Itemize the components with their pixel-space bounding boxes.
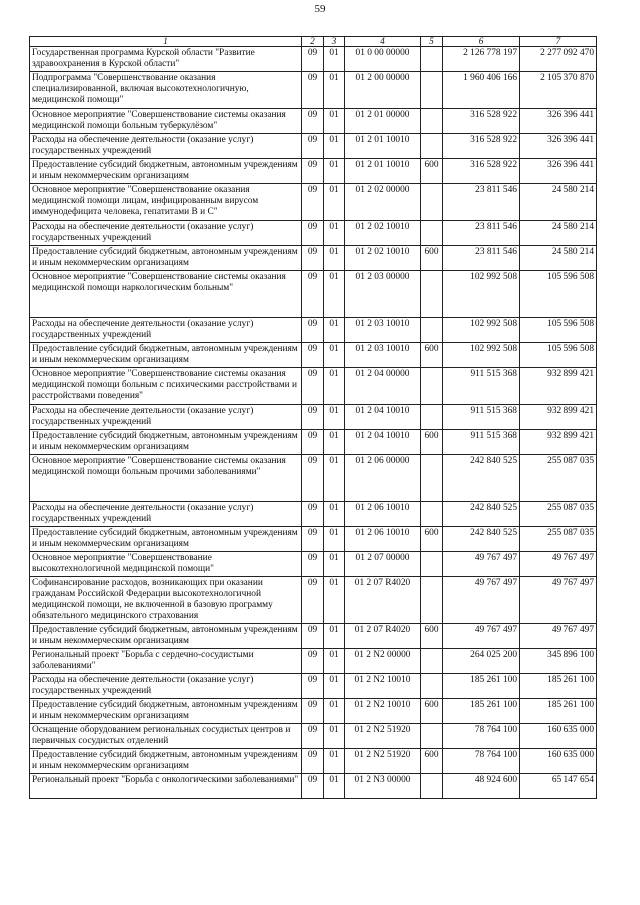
row-section-cell: 09	[302, 246, 324, 271]
row-subsection-cell: 01	[324, 774, 345, 799]
row-amount-year2-cell: 326 396 441	[520, 134, 597, 159]
row-target-code-cell: 01 2 N2 51920	[345, 749, 421, 774]
row-expense-type-cell: 600	[421, 159, 443, 184]
table-row	[30, 502, 597, 527]
row-section-cell: 09	[302, 527, 324, 552]
row-name-cell: Предоставление субсидий бюджетным, автономным учреждениям и иным некоммерческим организациям	[30, 343, 302, 368]
row-target-code-cell: 01 2 04 10010	[345, 405, 421, 430]
row-expense-type-cell	[421, 72, 443, 109]
row-section-cell: 09	[302, 649, 324, 674]
row-amount-year1-cell: 316 528 922	[443, 159, 520, 184]
table-row	[30, 649, 597, 674]
row-section-cell: 09	[302, 552, 324, 577]
row-section-cell: 09	[302, 405, 324, 430]
row-amount-year2-cell: 105 596 508	[520, 343, 597, 368]
row-amount-year2-cell: 326 396 441	[520, 109, 597, 134]
row-name-cell: Расходы на обеспечение деятельности (оказание услуг) государственных учреждений	[30, 674, 302, 699]
table-row	[30, 184, 597, 221]
row-expense-type-cell	[421, 221, 443, 246]
row-target-code-cell: 01 2 03 10010	[345, 343, 421, 368]
row-section-cell: 09	[302, 724, 324, 749]
row-amount-year1-cell: 911 515 368	[443, 405, 520, 430]
row-amount-year1-cell: 102 992 508	[443, 271, 520, 318]
row-target-code-cell: 01 2 N3 00000	[345, 774, 421, 799]
row-subsection-cell: 01	[324, 552, 345, 577]
row-amount-year1-cell: 2 126 778 197	[443, 47, 520, 72]
row-expense-type-cell: 600	[421, 430, 443, 455]
row-section-cell: 09	[302, 184, 324, 221]
table-body	[30, 47, 597, 799]
header-cell: 6	[443, 37, 520, 47]
budget-table	[29, 36, 597, 799]
row-target-code-cell: 01 2 N2 10010	[345, 699, 421, 724]
row-name-cell: Предоставление субсидий бюджетным, автономным учреждениям и иным некоммерческим организациям	[30, 749, 302, 774]
row-amount-year2-cell: 185 261 100	[520, 674, 597, 699]
row-amount-year2-cell: 932 899 421	[520, 368, 597, 405]
row-amount-year1-cell: 316 528 922	[443, 134, 520, 159]
row-amount-year1-cell: 242 840 525	[443, 455, 520, 502]
row-amount-year2-cell: 345 896 100	[520, 649, 597, 674]
row-target-code-cell: 01 2 01 00000	[345, 109, 421, 134]
row-section-cell: 09	[302, 159, 324, 184]
row-expense-type-cell	[421, 318, 443, 343]
row-expense-type-cell	[421, 724, 443, 749]
row-subsection-cell: 01	[324, 405, 345, 430]
row-section-cell: 09	[302, 318, 324, 343]
table-row	[30, 624, 597, 649]
row-amount-year2-cell: 255 087 035	[520, 502, 597, 527]
row-section-cell: 09	[302, 368, 324, 405]
row-amount-year2-cell: 932 899 421	[520, 405, 597, 430]
row-section-cell: 09	[302, 72, 324, 109]
row-subsection-cell: 01	[324, 430, 345, 455]
row-subsection-cell: 01	[324, 47, 345, 72]
row-amount-year1-cell: 102 992 508	[443, 343, 520, 368]
row-target-code-cell: 01 2 03 10010	[345, 318, 421, 343]
row-name-cell: Расходы на обеспечение деятельности (оказание услуг) государственных учреждений	[30, 318, 302, 343]
row-name-cell: Предоставление субсидий бюджетным, автономным учреждениям и иным некоммерческим организациям	[30, 699, 302, 724]
row-name-cell: Предоставление субсидий бюджетным, автономным учреждениям и иным некоммерческим организациям	[30, 527, 302, 552]
row-section-cell: 09	[302, 271, 324, 318]
table-row	[30, 527, 597, 552]
row-target-code-cell: 01 0 00 00000	[345, 47, 421, 72]
row-subsection-cell: 01	[324, 109, 345, 134]
row-target-code-cell: 01 2 06 10010	[345, 502, 421, 527]
row-amount-year2-cell: 185 261 100	[520, 699, 597, 724]
row-amount-year1-cell: 49 767 497	[443, 577, 520, 624]
row-amount-year1-cell: 911 515 368	[443, 368, 520, 405]
row-name-cell: Основное мероприятие "Совершенствование системы оказания медицинской помощи наркологическим больным"	[30, 271, 302, 318]
row-subsection-cell: 01	[324, 455, 345, 502]
row-amount-year1-cell: 23 811 546	[443, 246, 520, 271]
row-expense-type-cell	[421, 455, 443, 502]
row-expense-type-cell	[421, 649, 443, 674]
row-target-code-cell: 01 2 02 00000	[345, 184, 421, 221]
row-amount-year1-cell: 911 515 368	[443, 430, 520, 455]
row-subsection-cell: 01	[324, 674, 345, 699]
row-subsection-cell: 01	[324, 624, 345, 649]
row-expense-type-cell	[421, 502, 443, 527]
table-row	[30, 749, 597, 774]
row-expense-type-cell	[421, 577, 443, 624]
row-subsection-cell: 01	[324, 343, 345, 368]
row-name-cell: Основное мероприятие "Совершенствование системы оказания медицинской помощи больным с психическими расстройствами и расстройствами поведения"	[30, 368, 302, 405]
row-target-code-cell: 01 2 03 00000	[345, 271, 421, 318]
row-expense-type-cell: 600	[421, 527, 443, 552]
row-expense-type-cell	[421, 184, 443, 221]
row-amount-year1-cell: 23 811 546	[443, 221, 520, 246]
row-amount-year1-cell: 316 528 922	[443, 109, 520, 134]
row-expense-type-cell	[421, 109, 443, 134]
row-name-cell: Расходы на обеспечение деятельности (оказание услуг) государственных учреждений	[30, 134, 302, 159]
row-name-cell: Основное мероприятие "Совершенствование системы оказания медицинской помощи больным прочими заболеваниями"	[30, 455, 302, 502]
row-amount-year2-cell: 2 105 370 870	[520, 72, 597, 109]
row-amount-year2-cell: 2 277 092 470	[520, 47, 597, 72]
row-amount-year2-cell: 65 147 654	[520, 774, 597, 799]
row-name-cell: Расходы на обеспечение деятельности (оказание услуг) государственных учреждений	[30, 221, 302, 246]
row-name-cell: Основное мероприятие "Совершенствование системы оказания медицинской помощи больным туберкулёзом"	[30, 109, 302, 134]
row-amount-year1-cell: 1 960 406 166	[443, 72, 520, 109]
row-subsection-cell: 01	[324, 221, 345, 246]
row-target-code-cell: 01 2 N2 51920	[345, 724, 421, 749]
row-target-code-cell: 01 2 00 00000	[345, 72, 421, 109]
table-row	[30, 47, 597, 72]
header-cell: 4	[345, 37, 421, 47]
row-amount-year1-cell: 264 025 200	[443, 649, 520, 674]
table-row	[30, 699, 597, 724]
row-amount-year1-cell: 185 261 100	[443, 699, 520, 724]
row-section-cell: 09	[302, 221, 324, 246]
row-subsection-cell: 01	[324, 318, 345, 343]
row-name-cell: Региональный проект "Борьба с сердечно-сосудистыми заболеваниями"	[30, 649, 302, 674]
row-target-code-cell: 01 2 07 R4020	[345, 624, 421, 649]
row-expense-type-cell	[421, 271, 443, 318]
row-subsection-cell: 01	[324, 368, 345, 405]
row-expense-type-cell: 600	[421, 624, 443, 649]
table-row	[30, 430, 597, 455]
row-section-cell: 09	[302, 47, 324, 72]
row-amount-year1-cell: 78 764 100	[443, 724, 520, 749]
row-amount-year1-cell: 242 840 525	[443, 527, 520, 552]
row-subsection-cell: 01	[324, 72, 345, 109]
table-row	[30, 221, 597, 246]
row-target-code-cell: 01 2 N2 00000	[345, 649, 421, 674]
table-row	[30, 246, 597, 271]
row-amount-year2-cell: 326 396 441	[520, 159, 597, 184]
row-amount-year1-cell: 102 992 508	[443, 318, 520, 343]
row-target-code-cell: 01 2 02 10010	[345, 221, 421, 246]
row-section-cell: 09	[302, 699, 324, 724]
row-expense-type-cell	[421, 405, 443, 430]
header-cell: 1	[30, 37, 302, 47]
row-expense-type-cell: 600	[421, 699, 443, 724]
row-subsection-cell: 01	[324, 699, 345, 724]
row-amount-year2-cell: 255 087 035	[520, 527, 597, 552]
row-amount-year2-cell: 932 899 421	[520, 430, 597, 455]
row-name-cell: Предоставление субсидий бюджетным, автономным учреждениям и иным некоммерческим организациям	[30, 159, 302, 184]
row-section-cell: 09	[302, 674, 324, 699]
table-row	[30, 552, 597, 577]
row-subsection-cell: 01	[324, 527, 345, 552]
row-section-cell: 09	[302, 624, 324, 649]
row-amount-year1-cell: 23 811 546	[443, 184, 520, 221]
row-section-cell: 09	[302, 774, 324, 799]
row-expense-type-cell: 600	[421, 246, 443, 271]
row-section-cell: 09	[302, 577, 324, 624]
row-name-cell: Предоставление субсидий бюджетным, автономным учреждениям и иным некоммерческим организациям	[30, 246, 302, 271]
row-name-cell: Предоставление субсидий бюджетным, автономным учреждениям и иным некоммерческим организациям	[30, 624, 302, 649]
table-row	[30, 109, 597, 134]
table-row	[30, 405, 597, 430]
table-row	[30, 674, 597, 699]
row-amount-year2-cell: 49 767 497	[520, 577, 597, 624]
row-subsection-cell: 01	[324, 246, 345, 271]
row-subsection-cell: 01	[324, 649, 345, 674]
row-section-cell: 09	[302, 134, 324, 159]
row-section-cell: 09	[302, 430, 324, 455]
row-target-code-cell: 01 2 01 10010	[345, 134, 421, 159]
header-row	[30, 37, 597, 47]
row-name-cell: Софинансирование расходов, возникающих при оказании гражданам Российской Федерации высокотехнологичной медицинской помощи, не включенной в базовую программу обязательного медицинского страхования	[30, 577, 302, 624]
row-name-cell: Основное мероприятие "Совершенствование оказания медицинской помощи лицам, инфицированным вирусом иммунодефицита человека, гепатитами В и С"	[30, 184, 302, 221]
table-row	[30, 271, 597, 318]
page-number: 59	[314, 3, 326, 15]
row-section-cell: 09	[302, 749, 324, 774]
row-amount-year2-cell: 24 580 214	[520, 221, 597, 246]
table-row	[30, 134, 597, 159]
row-name-cell: Подпрограмма "Совершенствование оказания специализированной, включая высокотехнологичную, медицинской помощи"	[30, 72, 302, 109]
row-section-cell: 09	[302, 109, 324, 134]
row-target-code-cell: 01 2 02 10010	[345, 246, 421, 271]
row-subsection-cell: 01	[324, 749, 345, 774]
row-subsection-cell: 01	[324, 577, 345, 624]
row-amount-year2-cell: 24 580 214	[520, 246, 597, 271]
table-row	[30, 577, 597, 624]
table-row	[30, 318, 597, 343]
table-row	[30, 455, 597, 502]
row-target-code-cell: 01 2 01 10010	[345, 159, 421, 184]
row-target-code-cell: 01 2 06 10010	[345, 527, 421, 552]
row-target-code-cell: 01 2 07 R4020	[345, 577, 421, 624]
row-subsection-cell: 01	[324, 134, 345, 159]
row-amount-year1-cell: 78 764 100	[443, 749, 520, 774]
row-name-cell: Региональный проект "Борьба с онкологическими заболеваниями"	[30, 774, 302, 799]
row-target-code-cell: 01 2 N2 10010	[345, 674, 421, 699]
row-expense-type-cell	[421, 134, 443, 159]
row-name-cell: Расходы на обеспечение деятельности (оказание услуг) государственных учреждений	[30, 502, 302, 527]
row-expense-type-cell	[421, 368, 443, 405]
row-target-code-cell: 01 2 04 10010	[345, 430, 421, 455]
row-amount-year1-cell: 242 840 525	[443, 502, 520, 527]
row-amount-year1-cell: 49 767 497	[443, 552, 520, 577]
row-expense-type-cell	[421, 674, 443, 699]
row-name-cell: Оснащение оборудованием региональных сосудистых центров и первичных сосудистых отделений	[30, 724, 302, 749]
row-target-code-cell: 01 2 06 00000	[345, 455, 421, 502]
row-section-cell: 09	[302, 343, 324, 368]
row-section-cell: 09	[302, 455, 324, 502]
row-expense-type-cell: 600	[421, 343, 443, 368]
row-amount-year2-cell: 105 596 508	[520, 271, 597, 318]
row-name-cell: Предоставление субсидий бюджетным, автономным учреждениям и иным некоммерческим организациям	[30, 430, 302, 455]
header-cell: 2	[302, 37, 324, 47]
row-amount-year2-cell: 24 580 214	[520, 184, 597, 221]
row-subsection-cell: 01	[324, 159, 345, 184]
row-amount-year1-cell: 49 767 497	[443, 624, 520, 649]
row-expense-type-cell	[421, 47, 443, 72]
row-name-cell: Государственная программа Курской области "Развитие здравоохранения в Курской области"	[30, 47, 302, 72]
row-name-cell: Основное мероприятие "Совершенствование высокотехнологичной медицинской помощи"	[30, 552, 302, 577]
row-target-code-cell: 01 2 04 00000	[345, 368, 421, 405]
row-subsection-cell: 01	[324, 724, 345, 749]
row-amount-year2-cell: 160 635 000	[520, 724, 597, 749]
row-expense-type-cell	[421, 552, 443, 577]
header-cell: 5	[421, 37, 443, 47]
row-target-code-cell: 01 2 07 00000	[345, 552, 421, 577]
row-amount-year2-cell: 49 767 497	[520, 624, 597, 649]
row-expense-type-cell	[421, 774, 443, 799]
table-row	[30, 724, 597, 749]
table-row	[30, 368, 597, 405]
row-amount-year2-cell: 105 596 508	[520, 318, 597, 343]
row-expense-type-cell: 600	[421, 749, 443, 774]
row-name-cell: Расходы на обеспечение деятельности (оказание услуг) государственных учреждений	[30, 405, 302, 430]
row-amount-year2-cell: 255 087 035	[520, 455, 597, 502]
header-cell: 3	[324, 37, 345, 47]
row-amount-year1-cell: 48 924 600	[443, 774, 520, 799]
row-section-cell: 09	[302, 502, 324, 527]
row-amount-year2-cell: 160 635 000	[520, 749, 597, 774]
row-subsection-cell: 01	[324, 184, 345, 221]
header-cell: 7	[520, 37, 597, 47]
table-row	[30, 343, 597, 368]
table-row	[30, 159, 597, 184]
row-amount-year2-cell: 49 767 497	[520, 552, 597, 577]
row-amount-year1-cell: 185 261 100	[443, 674, 520, 699]
row-subsection-cell: 01	[324, 502, 345, 527]
table-row	[30, 72, 597, 109]
table-row	[30, 774, 597, 799]
row-subsection-cell: 01	[324, 271, 345, 318]
